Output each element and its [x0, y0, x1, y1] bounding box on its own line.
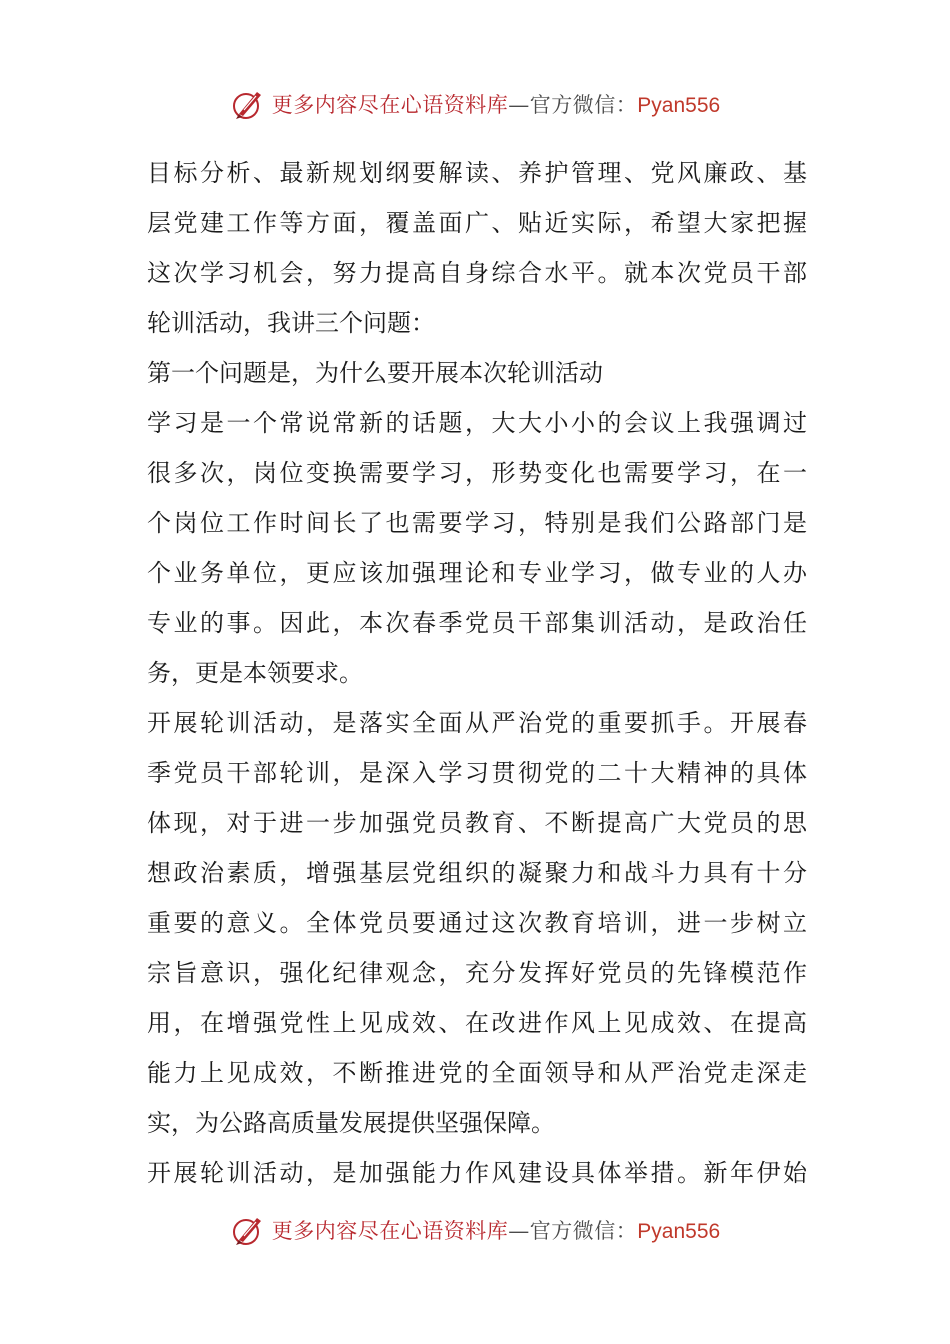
header-account-id: Pyan556: [637, 94, 721, 117]
header-watermark-banner: [0, 84, 950, 124]
text-line: 个岗位工作时间长了也需要学习，特别是我们公路部门是: [147, 509, 807, 537]
text-line: 个业务单位，更应该加强理论和专业学习，做专业的人办: [147, 559, 807, 587]
text-line: 想政治素质，增强基层党组织的凝聚力和战斗力具有十分: [147, 859, 807, 887]
text-line: 层党建工作等方面，覆盖面广、贴近实际，希望大家把握: [147, 209, 807, 237]
text-line: 轮训活动，我讲三个问题：: [147, 309, 435, 337]
footer-banner-text: [272, 1215, 720, 1245]
text-line: 能力上见成效，不断推进党的全面领导和从严治党走深走: [147, 1059, 807, 1087]
footer-dash: —: [508, 1219, 530, 1243]
text-line: 专业的事。因此，本次春季党员干部集训活动，是政治任: [147, 609, 807, 637]
text-line: 季党员干部轮训，是深入学习贯彻党的二十大精神的具体: [147, 759, 807, 787]
header-banner-text: [272, 89, 720, 119]
header-site-text: 更多内容尽在心语资料库: [271, 93, 509, 117]
text-line: 体现，对于进一步加强党员教育、不断提高广大党员的思: [147, 809, 807, 837]
text-line: 开展轮训活动，是加强能力作风建设具体举措。新年伊始: [147, 1159, 807, 1187]
text-line: 目标分析、最新规划纲要解读、养护管理、党风廉政、基: [147, 159, 807, 187]
footer-account-id: Pyan556: [637, 1220, 721, 1243]
text-line: 用，在增强党性上见成效、在改进作风上见成效、在提高: [147, 1009, 807, 1037]
footer-watermark-banner: [0, 1210, 950, 1250]
text-line: 重要的意义。全体党员要通过这次教育培训，进一步树立: [147, 909, 807, 937]
text-line: 第一个问题是，为什么要开展本次轮训活动: [147, 359, 603, 387]
footer-site-text: 更多内容尽在心语资料库: [271, 1219, 509, 1243]
text-line: 很多次，岗位变换需要学习，形势变化也需要学习，在一: [147, 459, 807, 487]
text-line: 这次学习机会，努力提高自身综合水平。就本次党员干部: [147, 259, 807, 287]
header-dash: —: [508, 93, 530, 117]
text-line: 宗旨意识，强化纪律观念，充分发挥好党员的先锋模范作: [147, 959, 807, 987]
text-line: 学习是一个常说常新的话题，大大小小的会议上我强调过: [147, 409, 807, 437]
document-body: [147, 148, 807, 1198]
text-line: 实，为公路高质量发展提供坚强保障。: [147, 1109, 555, 1137]
footer-account-label: 官方微信：: [529, 1219, 638, 1243]
text-line: 开展轮训活动，是落实全面从严治党的重要抓手。开展春: [147, 709, 807, 737]
text-line: 务，更是本领要求。: [147, 659, 363, 687]
quill-logo-icon: [230, 1212, 266, 1248]
header-account-label: 官方微信：: [529, 93, 638, 117]
quill-logo-icon: [230, 86, 266, 122]
